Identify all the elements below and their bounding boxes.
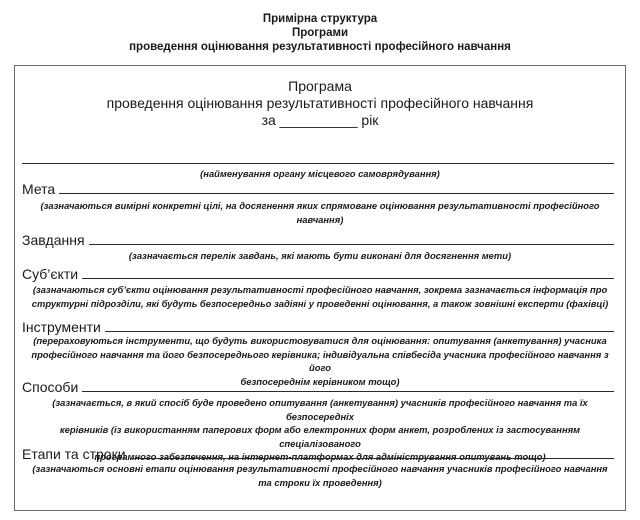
program-title-year: за __________ рік: [261, 112, 379, 128]
subjects-note: [22, 283, 618, 310]
subjects-note-line-2: структурні підрозділи, які будуть безпосередньо задіяні у проведенні оцінювання, а також зовнішні експерти (фахівці): [31, 297, 609, 309]
program-title: [0, 78, 640, 129]
header-line-2: Програми: [291, 27, 349, 39]
stages-label: Етапи та строки: [22, 446, 126, 462]
field-tasks: [22, 232, 614, 248]
goal-label: Мета: [22, 181, 56, 197]
program-title-line-1: Програма: [288, 78, 352, 94]
stages-note: [22, 462, 618, 489]
field-goal: [22, 181, 614, 197]
subjects-note-line-1: (зазначаються суб’єкти оцінювання результативності професійного навчання, зокрема зазначається інформація про: [32, 284, 608, 295]
methods-fill-line: [82, 391, 614, 392]
methods-note-line-2: керівників (із використанням паперових форм або електронних форм анкет, розроблених із застосуванням спеціалізованого: [59, 424, 581, 449]
stages-note-line-2: та строки їх проведення): [258, 476, 382, 488]
subjects-fill-line: [82, 278, 614, 279]
header-line-1: Примірна структура: [262, 13, 378, 25]
stages-note-line-1: (зазначаються основні етапи оцінювання результативності професійного навчання учасників професійного навчання: [32, 463, 608, 474]
program-title-line-2: проведення оцінювання результативності професійного навчання: [106, 95, 534, 111]
field-tools: [22, 319, 614, 335]
org-name-note: (найменування органу місцевого самоврядування): [200, 168, 440, 179]
tasks-note: (зазначається перелік завдань, які мають бути виконані для досягнення мети): [128, 250, 512, 261]
methods-note-line-1: (зазначається, в який спосіб буде проведено опитування (анкетування) учасників професійного навчання та їх безпосередніх: [52, 397, 588, 422]
field-methods: [22, 379, 614, 395]
field-stages: [22, 446, 614, 462]
stages-fill-line: [130, 458, 614, 459]
goal-note: (зазначаються вимірні конкретні цілі, на досягнення яких спрямоване оцінювання результативності професійного навчання): [40, 200, 600, 225]
field-subjects: [22, 266, 614, 282]
tools-fill-line: [105, 331, 614, 332]
goal-fill-line: [59, 193, 614, 194]
org-name-line: [22, 163, 614, 164]
tools-label: Інструменти: [22, 319, 101, 335]
methods-label: Способи: [22, 379, 79, 395]
tasks-label: Завдання: [22, 232, 85, 248]
header-line-3: проведення оцінювання результативності професійного навчання: [129, 41, 511, 53]
methods-note-line-3: програмного забезпечення, на інтернет-платформах для адміністрування опитувань тощо): [94, 451, 546, 462]
tools-note-line-2: професійного навчання та його безпосереднього керівника; індивідуальна співбесіда учасника професійного навчання з його: [31, 348, 609, 373]
tools-note-line-3: безпосереднім керівником тощо): [240, 375, 400, 387]
tools-note-line-1: (перераховуються інструменти, що будуть використовуватися для оцінювання: опитування (анкетування) учасника: [33, 335, 607, 346]
document-header: [0, 12, 640, 54]
tasks-fill-line: [89, 244, 614, 245]
subjects-label: Суб’єкти: [22, 266, 79, 282]
